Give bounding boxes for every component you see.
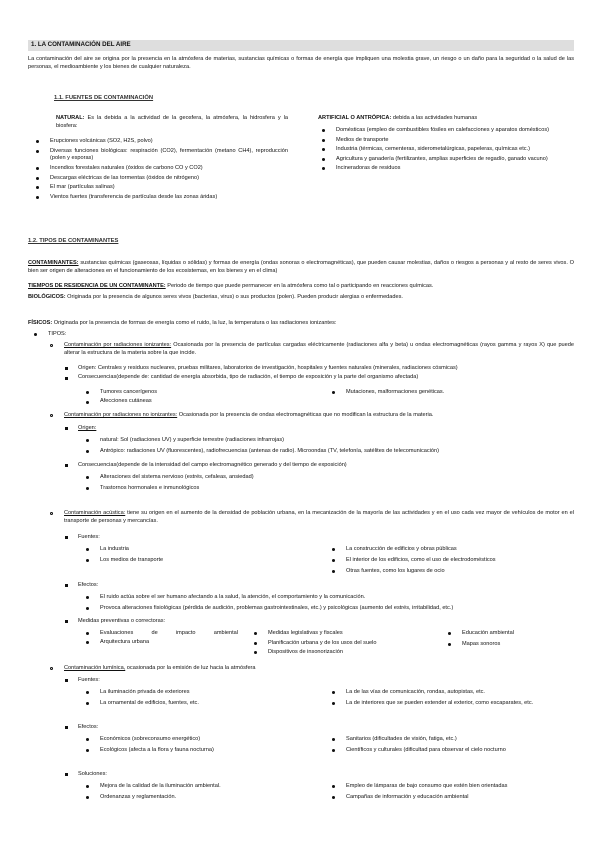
list-item: natural: Sol (radiaciones UV) y superficie terrestre (radiaciones infrarrojas) — [100, 437, 574, 445]
list-item: Ecológicos (afecta a la flora y fauna nocturna) — [100, 747, 320, 755]
list-item: Efectos: — [78, 582, 99, 588]
ionizantes-details — [78, 365, 574, 382]
fisicos-label: FÍSICOS: — [28, 320, 53, 326]
biologicos-definition — [28, 294, 574, 302]
section-title: 1. LA CONTAMINACIÓN DEL AIRE — [28, 40, 574, 51]
natural-list — [50, 138, 288, 202]
list-item: Educación ambiental — [462, 630, 572, 638]
biologicos-text: Originada por la presencia de algunos seres vivos (bacterias, virus) o sus productos (polen). Pueden producir alergias o enfermedades. — [65, 294, 403, 300]
subsection-heading-fuentes: 1.1. FUENTES DE CONTAMINACIÓN — [54, 95, 154, 101]
list-item: Domésticas (empleo de combustibles fósiles en calefacciones y aparatos domésticos) — [336, 127, 568, 135]
luminica-label: Contaminación lumínica, — [64, 665, 126, 671]
no-ionizantes-text: Ocasionada por la presencia de ondas electromagnéticas que no modifican la estructura de la materia. — [177, 412, 434, 418]
acustica-medidas — [78, 618, 165, 626]
list-item: Origen: — [78, 425, 574, 433]
list-item: La construcción de edificios y obras públicas — [346, 546, 574, 554]
list-item: Fuentes: — [78, 677, 100, 683]
ionizantes-item — [64, 342, 574, 358]
list-item: Soluciones: — [78, 771, 107, 777]
list-item: Fuentes: — [78, 534, 100, 540]
acustica-efectos-items — [100, 594, 574, 613]
luminica-soluciones-right — [346, 783, 572, 802]
list-item: Origen: Centrales y residuos nucleares, pruebas militares, laboratorios de investigación, hospitales y fuentes naturales (minerales, radiaciones cósmicas) — [78, 365, 574, 373]
luminica-soluciones — [78, 771, 107, 779]
list-item: Medidas preventivas o correctoras: — [78, 618, 166, 624]
list-item: La iluminación privada de exteriores — [100, 689, 320, 697]
acustica-efectos — [78, 582, 98, 590]
list-item: Consecuencias(depende de: cantidad de energía absorbida, tipo de radiación, el tiempo de exposición y la parte del organismo afectada) — [78, 374, 574, 382]
list-item: Campañas de información y educación ambiental — [346, 794, 572, 802]
list-item: Ordenanzas y reglamentación. — [100, 794, 320, 802]
artificial-text: debida a las actividades humanas — [391, 115, 478, 121]
artificial-intro — [318, 115, 568, 123]
list-item: Medios de transporte — [336, 137, 568, 145]
luminica-soluciones-left — [100, 783, 320, 802]
list-item: La industria — [100, 546, 320, 554]
acustica-item — [64, 510, 574, 526]
list-item: Erupciones volcánicas (SO2, H2S, polvo) — [50, 138, 288, 146]
luminica-text: ocasionada por la emisión de luz hacia la atmósfera — [125, 665, 256, 671]
list-item: Industria (térmicas, cementeras, siderometalúrgicas, papeleras, químicas etc.) — [336, 146, 568, 154]
acustica-block — [64, 510, 574, 526]
list-item: Mutaciones, malformaciones genéticas. — [346, 389, 566, 397]
acustica-medidas-col3 — [462, 630, 572, 649]
subsection-heading-tipos: 1.2. TIPOS DE CONTAMINANTES — [28, 238, 119, 244]
list-item: Trastornos hormonales e inmunológicos — [100, 485, 574, 493]
luminica-efectos — [78, 724, 98, 732]
natural-intro — [56, 115, 288, 131]
no-ionizantes-block — [64, 412, 574, 420]
luminica-fuentes — [78, 677, 100, 685]
no-ionizantes-item — [64, 412, 574, 420]
list-item: Descargas eléctricas de las tormentas (óxidos de nitrógeno) — [50, 175, 288, 183]
contaminantes-label: CONTAMINANTES: — [28, 260, 79, 266]
luminica-fuentes-right — [346, 689, 572, 708]
acustica-fuentes — [78, 534, 100, 542]
ionizantes-text: Ocasionada por la presencia de partículas cargadas eléctricamente (radiaciones alfa y beta) u ondas electromagnéticas (rayos gamma y rayos X) que puede alterar la estructura de la materia sobre la que incide. — [64, 342, 575, 356]
list-item: El ruido actúa sobre el ser humano afectando a la salud, la atención, el comportamiento y la comunicación. — [100, 594, 574, 602]
acustica-medidas-col2 — [268, 630, 438, 657]
artificial-list — [336, 127, 568, 173]
list-item: Efectos: — [78, 724, 99, 730]
acustica-label: Contaminación acústica: — [64, 510, 126, 516]
no-ionizantes-label: Contaminación por radiaciones no ionizantes: — [64, 412, 178, 418]
no-ionizantes-cons-items — [100, 474, 574, 493]
list-item: Tumores cancerígenos — [100, 389, 320, 397]
list-item — [100, 630, 238, 638]
list-item: Mejora de la calidad de la iluminación ambiental. — [100, 783, 320, 791]
no-ionizantes-origen-items — [100, 437, 574, 456]
list-item: La ornamental de edificios, fuentes, etc. — [100, 700, 320, 708]
list-item: El mar (partículas salinas) — [50, 184, 288, 192]
list-item: La de interiores que se pueden extender al exterior, como escaparates, etc. — [346, 700, 572, 708]
natural-column — [56, 115, 288, 131]
luminica-item — [64, 665, 574, 673]
tipos-label: TIPOS: — [48, 331, 67, 337]
luminica-efectos-left — [100, 736, 320, 755]
acustica-fuentes-right — [346, 546, 574, 576]
artificial-label: ARTIFICIAL O ANTRÓPICA: — [318, 115, 392, 121]
fisicos-text: Originada por la presencia de formas de energía como el ruido, la luz, la temperatura o las radiaciones ionizantes: — [52, 320, 337, 326]
tiempo-label: TIEMPOS DE RESIDENCIA DE UN CONTAMINANTE: — [28, 283, 166, 289]
medida-text: Evaluaciones de impacto ambiental — [100, 630, 238, 636]
natural-text: Es la debida a la actividad de la geosfera, la atmósfera, la hidrosfera y la biosfera: — [56, 115, 288, 129]
list-item: Los medios de transporte — [100, 557, 320, 565]
natural-label: NATURAL: — [56, 115, 85, 121]
contaminantes-definition — [28, 260, 574, 276]
list-item: La de las vías de comunicación, rondas, autopistas, etc. — [346, 689, 572, 697]
luminica-block — [64, 665, 574, 673]
list-item: Consecuencias(depende de la intensidad del campo electromagnético generado y del tiempo de exposición) — [78, 462, 574, 470]
ionizantes-block — [64, 342, 574, 358]
ionizantes-consequences-right — [346, 389, 566, 397]
list-item: Afecciones cutáneas — [100, 398, 320, 406]
intro-paragraph: La contaminación del aire se origina por la presencia en la atmósfera de materias, sustancias químicas o formas de energía que impliquen una molestia grave, un riesgo o un daño para la seguridad o la salud de las personas, el medioambiente y los bienes de cualquier naturaleza. — [28, 56, 574, 70]
list-item: Planificación urbana y de los usos del suelo — [268, 640, 438, 648]
tiempo-text: Periodo de tiempo que puede permanecer en la atmósfera como tal o participando en reacciones químicas. — [165, 283, 434, 289]
list-item: Empleo de lámparas de bajo consumo que estén bien orientadas — [346, 783, 572, 791]
no-ionizantes-cons — [78, 462, 574, 470]
acustica-fuentes-left — [100, 546, 320, 565]
list-item: Medidas legislativas y fiscales — [268, 630, 438, 638]
list-item: Sanitarios (dificultades de visión, fatiga, etc.) — [346, 736, 572, 744]
luminica-efectos-right — [346, 736, 572, 755]
list-item: Arquitectura urbana — [100, 639, 238, 647]
tipos-list — [48, 331, 66, 339]
ionizantes-label: Contaminación por radiaciones ionizantes: — [64, 342, 172, 348]
list-item: Incendios forestales naturales (óxidos de carbono CO y CO2) — [50, 165, 288, 173]
contaminantes-text: sustancias químicas (gaseosas, líquidas o sólidas) y formas de energía (ondas sonoras o electromagnéticas), que pueden causar molestias, daños o riesgos a personas y al resto de seres vivos. O bien ser origen de alteraciones en el funcionamiento de los ecosistemas, en los bienes y en el clima) — [28, 260, 574, 274]
list-item: Antrópico: radiaciones UV (fluorescentes), radiofrecuencias (antenas de radio). Microondas (TV, telefonía, satélites de telecomunicación) — [100, 448, 574, 456]
list-item: Dispositivos de insonorización — [268, 649, 438, 657]
list-item: Incineradoras de residuos — [336, 165, 568, 173]
tiempo-definition — [28, 283, 574, 291]
acustica-text: tiene su origen en el aumento de la densidad de población urbana, en la mecanización de la mayoría de las actividades y en el uso cada vez mayor de vehículos de motor en el transporte de personas y mercancías. — [64, 510, 574, 524]
list-item: Científicos y culturales (dificultad para observar el cielo nocturno — [346, 747, 572, 755]
biologicos-label: BIOLÓGICOS: — [28, 294, 66, 300]
no-ionizantes-origen — [78, 425, 574, 433]
list-item: Alteraciones del sistema nervioso (estrés, cefaleas, ansiedad) — [100, 474, 574, 482]
acustica-medidas-col1 — [100, 630, 238, 647]
list-item: El interior de los edificios, como el uso de electrodomésticos — [346, 557, 574, 565]
list-item: Agricultura y ganadería (fertilizantes, amplias superficies de regadío, ganado vacuno) — [336, 156, 568, 164]
luminica-fuentes-left — [100, 689, 320, 708]
list-item: Vientos fuertes (transferencia de partículas desde las zonas áridas) — [50, 194, 288, 202]
list-item: Diversas funciones biológicas: respiración (CO2), fermentación (metano CH4), reproducción (polen y esporas) — [50, 147, 288, 162]
ionizantes-consequences-left — [100, 389, 320, 406]
fisicos-definition — [28, 320, 574, 328]
list-item: Provoca alteraciones fisiológicas (pérdida de audición, problemas gastrointestinales, etc.) y psicológicas (aumento del estrés, irritabilidad, etc.) — [100, 605, 574, 613]
list-item: Económicos (sobreconsumo energético) — [100, 736, 320, 744]
list-item: Otras fuentes, como los lugares de ocio — [346, 568, 574, 576]
list-item: Mapas sonoros — [462, 641, 572, 649]
